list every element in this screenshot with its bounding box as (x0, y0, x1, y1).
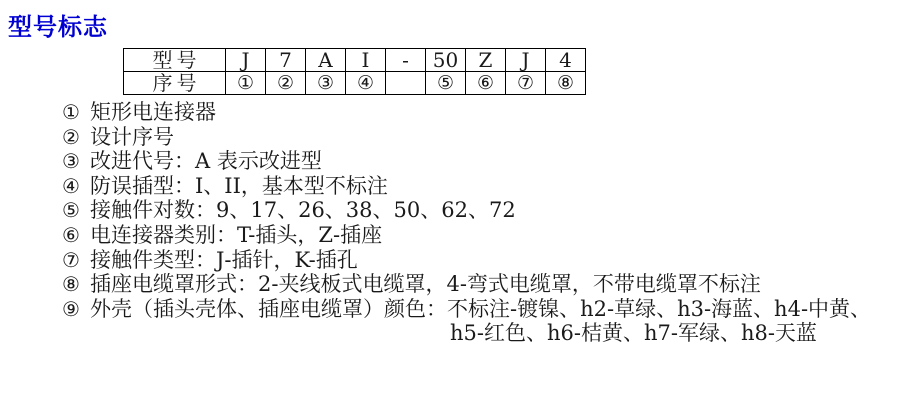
list-item-3 (62, 149, 871, 174)
sequence-number-cell: ① (226, 72, 266, 95)
item-text: 接触件类型：J-插针，K-插孔 (90, 247, 358, 272)
item-text-continuation: h5-红色、h6-桔黄、h7-军绿、h8-天蓝 (450, 321, 817, 346)
sequence-number-cell: ② (266, 72, 306, 95)
item-text: 外壳（插头壳体、插座电缆罩）颜色：不标注-镀镍、h2-草绿、h3-海蓝、h4-中黄、 (90, 296, 872, 321)
item-text: 插座电缆罩形式：2-夹线板式电缆罩，4-弯式电缆罩，不带电缆罩不标注 (90, 272, 761, 297)
item-number: ④ (62, 173, 80, 198)
item-number: ⑦ (62, 247, 80, 272)
sequence-number-cell: ⑥ (466, 72, 506, 95)
page-title: 型号标志 (8, 13, 108, 41)
list-item-6 (62, 223, 871, 248)
sequence-number-cell: ⑧ (546, 72, 586, 95)
item-number: ⑧ (62, 272, 80, 297)
table-row-sequence (124, 72, 586, 95)
item-text: 矩形电连接器 (90, 100, 216, 124)
sequence-number-cell: ⑤ (426, 72, 466, 95)
model-code-cell: 4 (546, 49, 586, 72)
sequence-number-cell: ④ (346, 72, 386, 95)
list-item-5 (62, 198, 871, 223)
legend-list (62, 100, 871, 346)
item-text: 防误插型：I、II，基本型不标注 (90, 173, 388, 198)
model-code-cell: 7 (266, 49, 306, 72)
list-item-7 (62, 248, 871, 273)
sequence-number-cell: ③ (306, 72, 346, 95)
item-text: 接触件对数：9、17、26、38、50、62、72 (90, 198, 516, 223)
item-text: 改进代号：A 表示改进型 (90, 149, 322, 174)
model-code-cell: Z (466, 49, 506, 72)
model-code-cell: 50 (426, 49, 466, 72)
model-number-table (123, 48, 586, 95)
table-header-sequence: 序号 (124, 72, 226, 95)
list-item-1 (62, 100, 871, 125)
table-header-model: 型号 (124, 49, 226, 72)
list-item-8 (62, 272, 871, 297)
item-text: 电连接器类别：T-插头，Z-插座 (90, 222, 383, 247)
item-number: ③ (62, 149, 80, 174)
item-number: ⑥ (62, 222, 80, 247)
item-number: ⑨ (62, 296, 80, 321)
item-number: ⑤ (62, 198, 80, 223)
sequence-number-cell: ⑦ (506, 72, 546, 95)
model-code-cell: J (506, 49, 546, 72)
model-code-cell: - (386, 49, 426, 72)
model-code-cell: A (306, 49, 346, 72)
item-text: 设计序号 (90, 124, 174, 149)
list-item-4 (62, 174, 871, 199)
item-number: ① (62, 100, 80, 124)
model-code-cell: I (346, 49, 386, 72)
list-item-9 (62, 297, 871, 346)
table-row-model (124, 49, 586, 72)
item-number: ② (62, 124, 80, 149)
list-item-2 (62, 125, 871, 150)
model-code-cell: J (226, 49, 266, 72)
sequence-number-cell-empty (386, 72, 426, 95)
